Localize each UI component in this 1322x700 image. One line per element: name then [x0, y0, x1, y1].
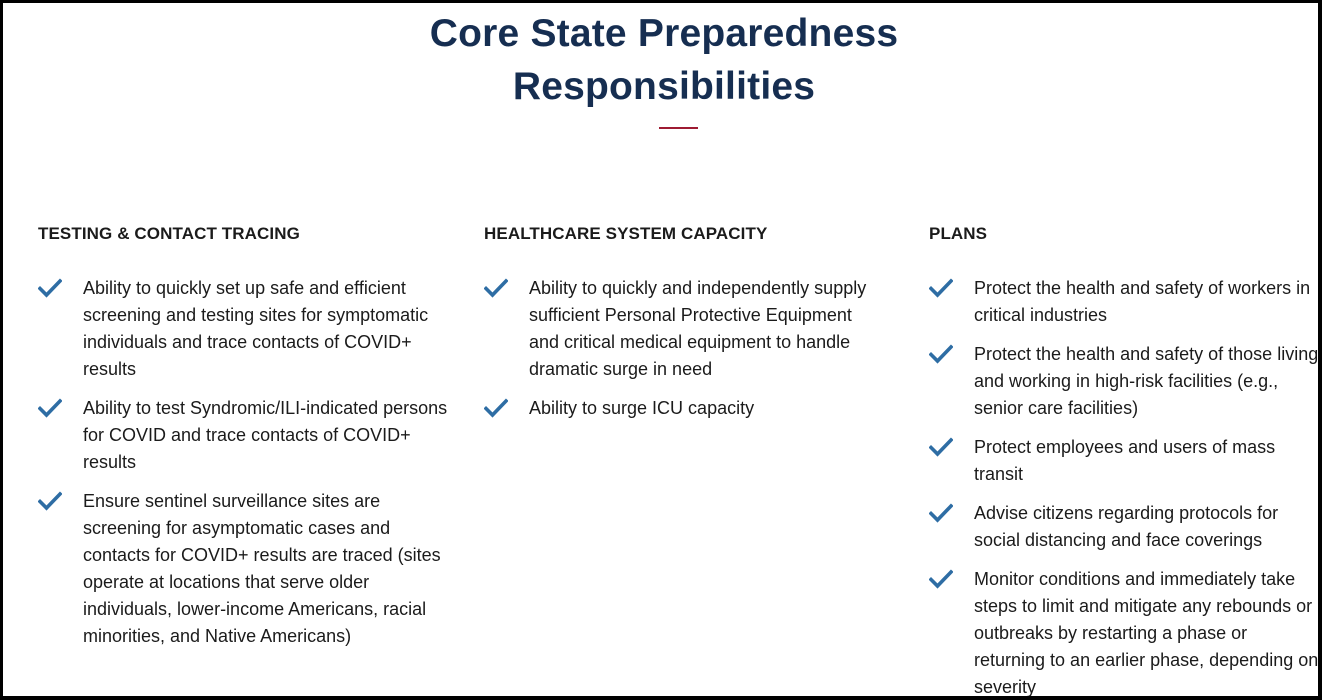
list-item [929, 341, 1321, 422]
checkmark-icon [929, 569, 953, 589]
list-item [929, 275, 1321, 329]
checkmark-icon [929, 437, 953, 457]
list-item [38, 275, 448, 383]
list-item-text: Ability to surge ICU capacity [529, 398, 755, 418]
responsibility-list [929, 275, 1321, 700]
page-title [3, 7, 1322, 113]
checkmark-icon [929, 344, 953, 364]
checkmark-icon [929, 503, 953, 523]
column-testing-contact-tracing [38, 223, 448, 662]
list-item [38, 488, 448, 650]
column-heading: HEALTHCARE SYSTEM CAPACITY [484, 224, 768, 243]
list-item-text: Ensure sentinel surveillance sites are screening for asymptomatic cases and contacts for COVID+ results are traced (sites operate at locations that serve older individuals, lower-income Americans, racial minorities, and Native Americans) [83, 491, 441, 646]
page-title-line-2: Responsibilities [512, 65, 816, 108]
checkmark-icon [38, 398, 62, 418]
list-item [929, 434, 1321, 488]
checkmark-icon [484, 398, 508, 418]
list-item-text: Protect the health and safety of those living and working in high-risk facilities (e.g., senior care facilities) [974, 344, 1319, 418]
list-item-text: Monitor conditions and immediately take steps to limit and mitigate any rebounds or outbreaks by restarting a phase or returning to an earlier phase, depending on severity [974, 569, 1319, 697]
checkmark-icon [38, 278, 62, 298]
list-item [484, 275, 884, 383]
responsibility-list [38, 275, 448, 650]
list-item [929, 500, 1321, 554]
column-plans [929, 223, 1321, 700]
page-title-line-1: Core State Preparedness [429, 12, 899, 55]
column-healthcare-system-capacity [484, 223, 884, 434]
list-item [929, 566, 1321, 700]
list-item-text: Ability to quickly set up safe and efficient screening and testing sites for symptomatic individuals and trace contacts of COVID+ results [83, 278, 429, 379]
checkmark-icon [484, 278, 508, 298]
list-item-text: Ability to quickly and independently supply sufficient Personal Protective Equipment and critical medical equipment to handle dramatic surge in need [529, 278, 867, 379]
list-item [484, 395, 884, 422]
list-item-text: Protect employees and users of mass transit [974, 437, 1276, 484]
list-item-text: Advise citizens regarding protocols for social distancing and face coverings [974, 503, 1279, 550]
list-item-text: Protect the health and safety of workers in critical industries [974, 278, 1311, 325]
title-accent-rule [659, 127, 698, 129]
column-heading: PLANS [929, 224, 988, 243]
checkmark-icon [38, 491, 62, 511]
list-item [38, 395, 448, 476]
responsibility-list [484, 275, 884, 422]
list-item-text: Ability to test Syndromic/ILI-indicated persons for COVID and trace contacts of COVID+ results [83, 398, 448, 472]
column-heading: TESTING & CONTACT TRACING [38, 224, 300, 243]
checkmark-icon [929, 278, 953, 298]
